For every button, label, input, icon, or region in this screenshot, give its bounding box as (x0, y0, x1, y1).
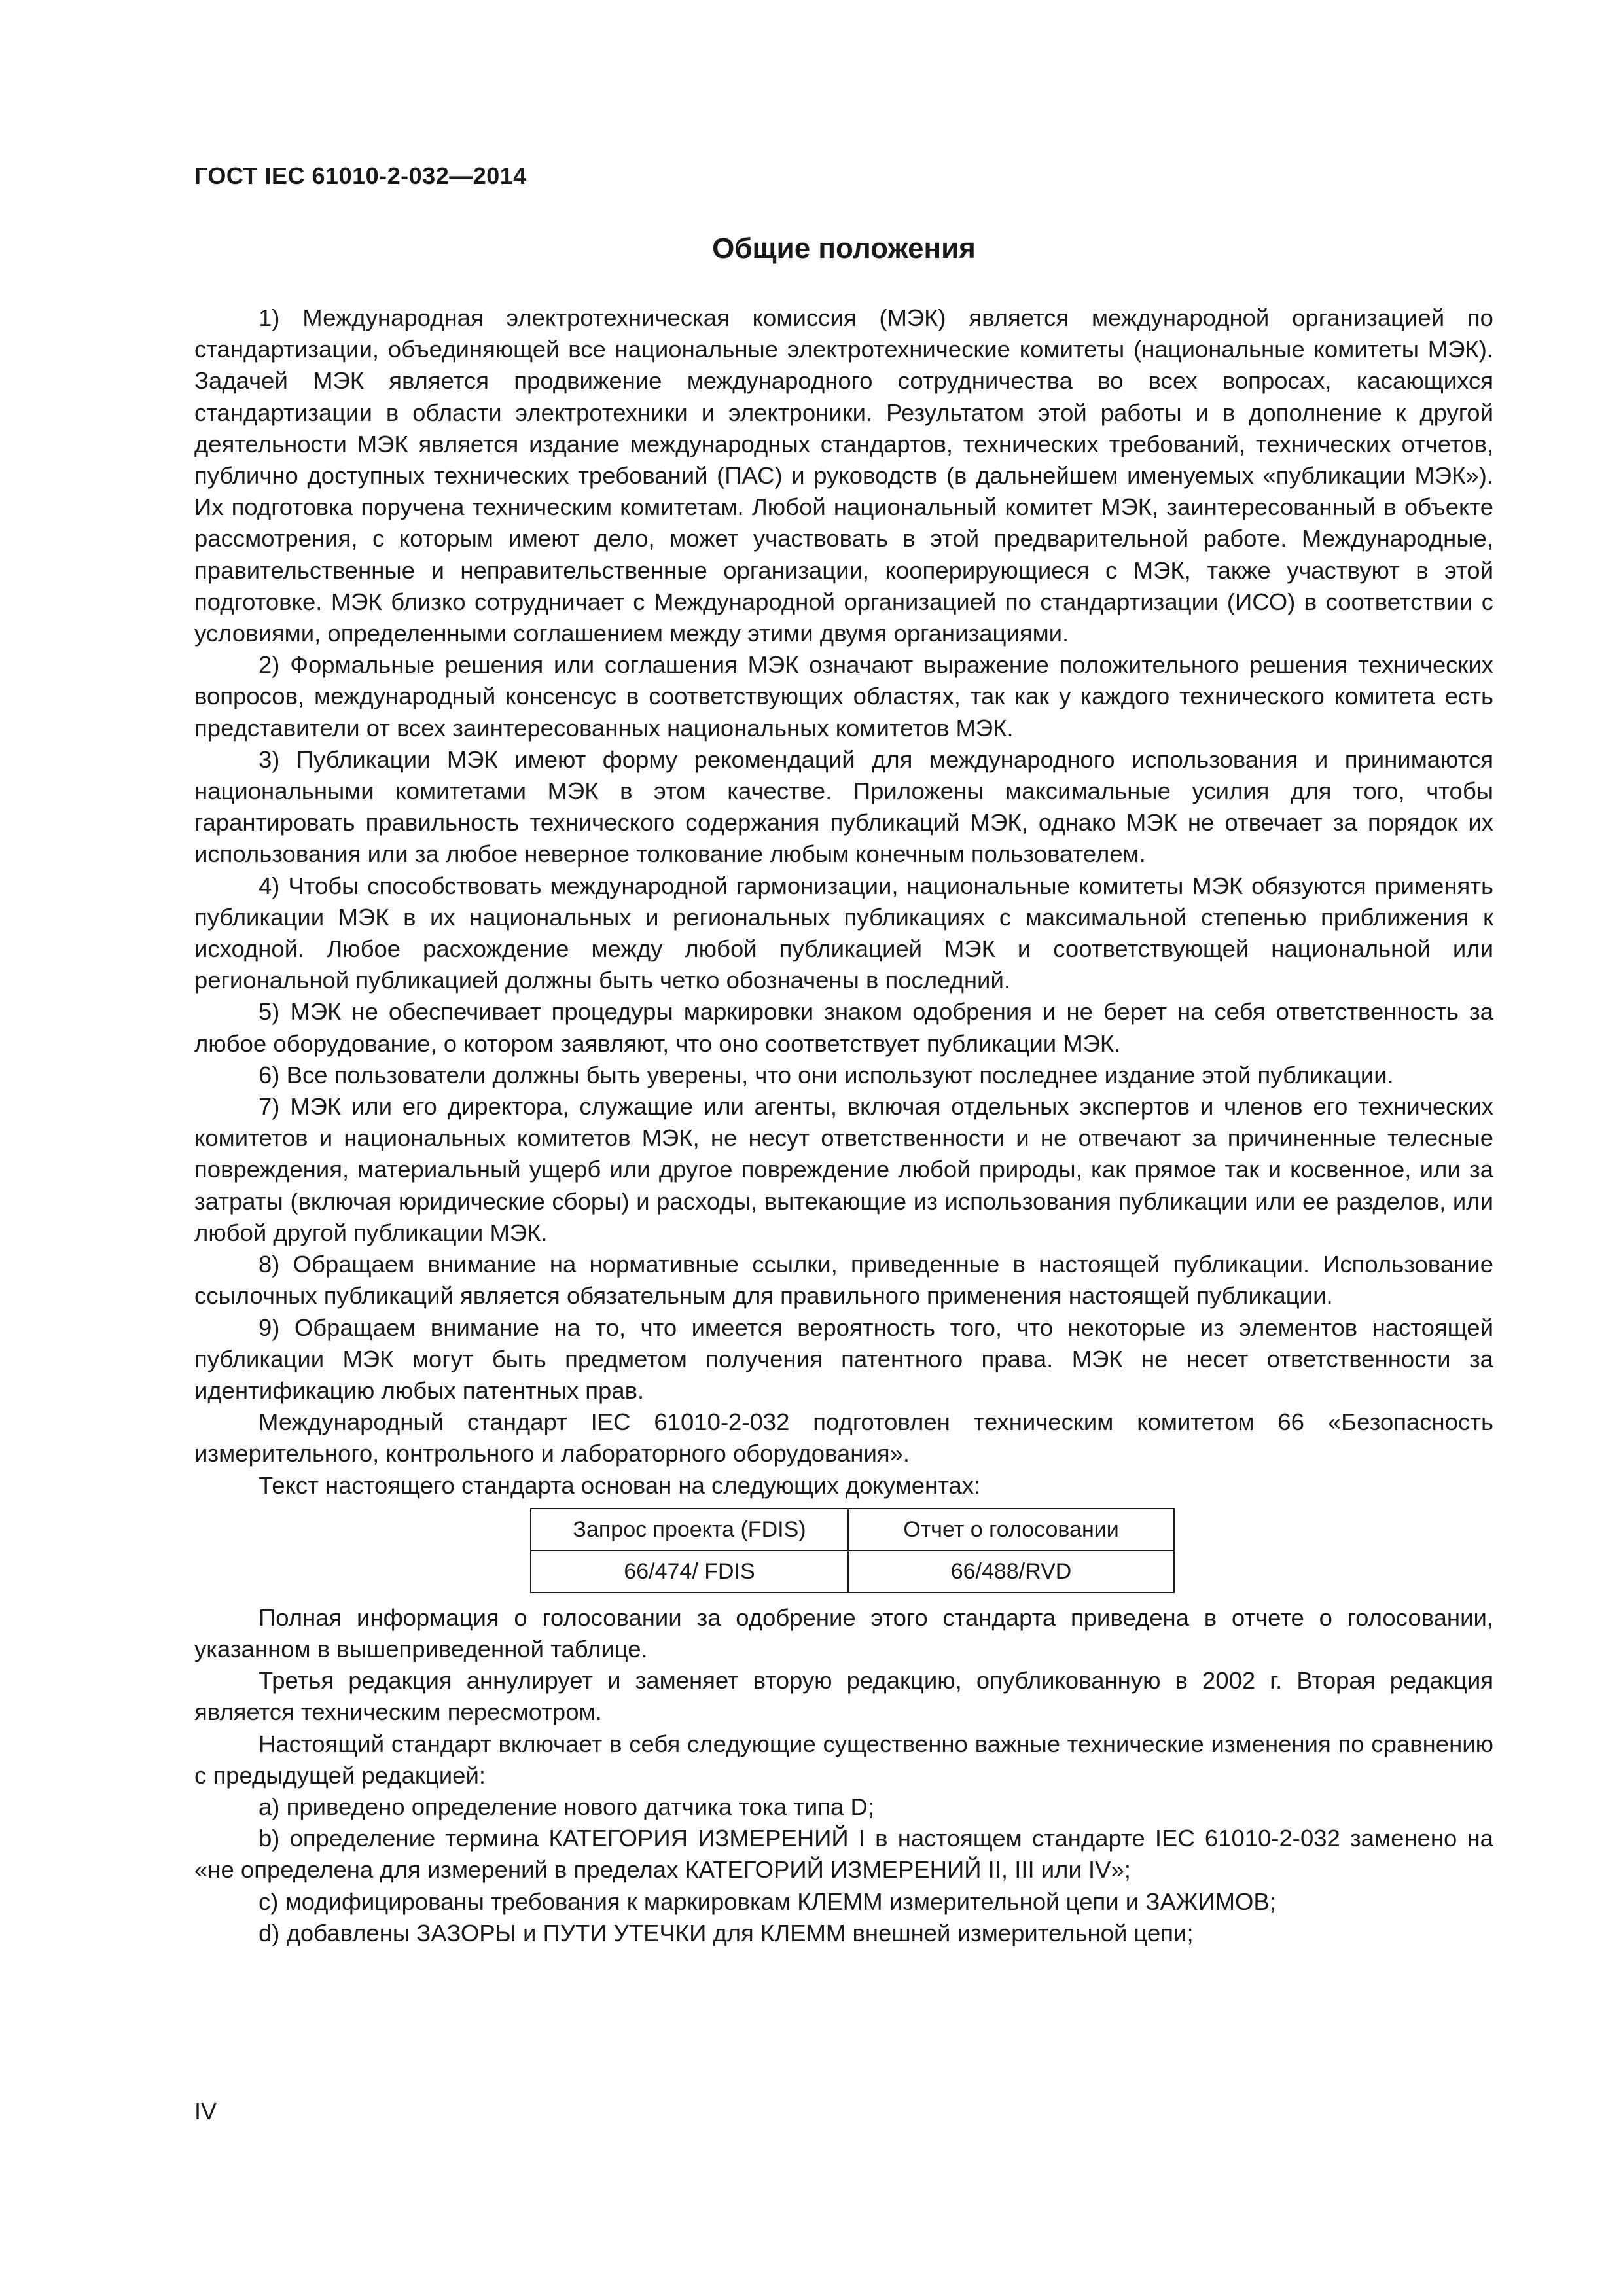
paragraph-based-on-documents: Текст настоящего стандарта основан на следующих документах: (259, 1471, 981, 1499)
page-number: IV (194, 2098, 217, 2125)
section-title: Общие положения (712, 232, 976, 264)
paragraph-7: 7) МЭК или его директора, служащие или агенты, включая отдельных экспертов и членов его технических комитетов и национальных комитетов МЭК, не несут ответственности и не отвечают за причиненные телесные повреждения, материальный ущерб или другое повреждение любой природы, как прямое так и косвенное, или за затраты (включая юридические сборы) и расходы, вытекающие из использования публикации или ее разделов, или любой другой публикации МЭК. (194, 1093, 1493, 1246)
paragraph-1: 1) Международная электротехническая комиссия (МЭК) является международной организацией по стандартизации, объединяющей все национальные электротехнические комитеты (национальные комитеты МЭК). Задачей МЭК является продвижение международного сотрудничества во всех вопросах, касающихся стандартизации в области электротехники и электроники. Результатом этой работы и в дополнение к другой деятельности МЭК является издание международных стандартов, технических требований, технических отчетов, публично доступных технических требований (ПАС) и руководств (в дальнейшем именуемых «публикации МЭК»). Их подготовка поручена техническим комитетам. Любой национальный комитет МЭК, заинтересованный в объекте рассмотрения, с которым имеют дело, может участвовать в этой предварительной работе. Международные, правительственные и неправительственные организации, кооперирующиеся с МЭК, также участвуют в этой подготовке. МЭК близко сотрудничает с Международной организацией по стандартизации (ИСО) в соответствии с условиями, определенными соглашением между этими двумя организациями. (194, 304, 1493, 647)
list-item-d: d) добавлены ЗАЗОРЫ и ПУТИ УТЕЧКИ для КЛЕММ внешней измерительной цепи; (259, 1919, 1194, 1946)
list-item-b: b) определение термина КАТЕГОРИЯ ИЗМЕРЕНИЙ I в настоящем стандарте IEC 61010-2-032 заменено на «не определена для измерений в пределах КАТЕГОРИЙ ИЗМЕРЕНИЙ II, III или IV»; (194, 1825, 1493, 1884)
paragraph-4: 4) Чтобы способствовать международной гармонизации, национальные комитеты МЭК обязуются применять публикации МЭК в их национальных и региональных публикациях с максимальной степенью приближения к исходной. Любое расхождение между любой публикацией МЭК и соответствующей национальной или региональной публикацией должны быть четко обозначены в последний. (194, 872, 1493, 994)
paragraph-9: 9) Обращаем внимание на то, что имеется вероятность того, что некоторые из элементов настоящей публикации МЭК могут быть предметом получения патентного права. МЭК не несет ответственности за идентификацию любых патентных прав. (194, 1314, 1493, 1404)
vote-table-container (194, 1508, 1493, 1593)
table-header-cell: Отчет о голосовании (848, 1509, 1174, 1551)
table-cell: 66/488/RVD (848, 1551, 1174, 1592)
paragraph-voting-info: Полная информация о голосовании за одобрение этого стандарта приведена в отчете о голосовании, указанном в вышеприведенной таблице. (194, 1604, 1493, 1662)
list-item-a: a) приведено определение нового датчика тока типа D; (259, 1793, 874, 1820)
body-text (194, 302, 1493, 1949)
table-header-cell: Запрос проекта (FDIS) (531, 1509, 848, 1551)
list-item-c: c) модифицированы требования к маркировкам КЛЕММ измерительной цепи и ЗАЖИМОВ; (259, 1888, 1276, 1915)
table-header-row (531, 1509, 1174, 1551)
document-code-header: ГОСТ IEC 61010-2-032—2014 (194, 162, 527, 189)
table-cell: 66/474/ FDIS (531, 1551, 848, 1592)
paragraph-2: 2) Формальные решения или соглашения МЭК означают выражение положительного решения технических вопросов, международный консенсус в соответствующих областях, так как у каждого технического комитета есть представители от всех заинтересованных национальных комитетов МЭК. (194, 651, 1493, 742)
table-row (531, 1551, 1174, 1592)
paragraph-technical-changes: Настоящий стандарт включает в себя следующие существенно важные технические изменения по сравнению с предыдущей редакцией: (194, 1730, 1493, 1789)
paragraph-3: 3) Публикации МЭК имеют форму рекомендаций для международного использования и принимаются национальными комитетами МЭК в этом качестве. Приложены максимальные усилия для того, чтобы гарантировать правильность технического содержания публикаций МЭК, однако МЭК не отвечает за порядок их использования или за любое неверное толкование любым конечным пользователем. (194, 745, 1493, 868)
vote-table (530, 1508, 1175, 1593)
paragraph-8: 8) Обращаем внимание на нормативные ссылки, приведенные в настоящей публикации. Использование ссылочных публикаций является обязательным для правильного применения настоящей публикации. (194, 1251, 1493, 1310)
paragraph-third-edition: Третья редакция аннулирует и заменяет вторую редакцию, опубликованную в 2002 г. Вторая редакция является техническим пересмотром. (194, 1667, 1493, 1726)
paragraph-5: 5) МЭК не обеспечивает процедуры маркировки знаком одобрения и не берет на себя ответственность за любое оборудование, о котором заявляют, что оно соответствует публикации МЭК. (194, 998, 1493, 1057)
paragraph-6: 6) Все пользователи должны быть уверены, что они используют последнее издание этой публикации. (259, 1061, 1394, 1088)
paragraph-standard-prepared: Международный стандарт IEC 61010-2-032 подготовлен техническим комитетом 66 «Безопасность измерительного, контрольного и лабораторного оборудования». (194, 1408, 1493, 1467)
